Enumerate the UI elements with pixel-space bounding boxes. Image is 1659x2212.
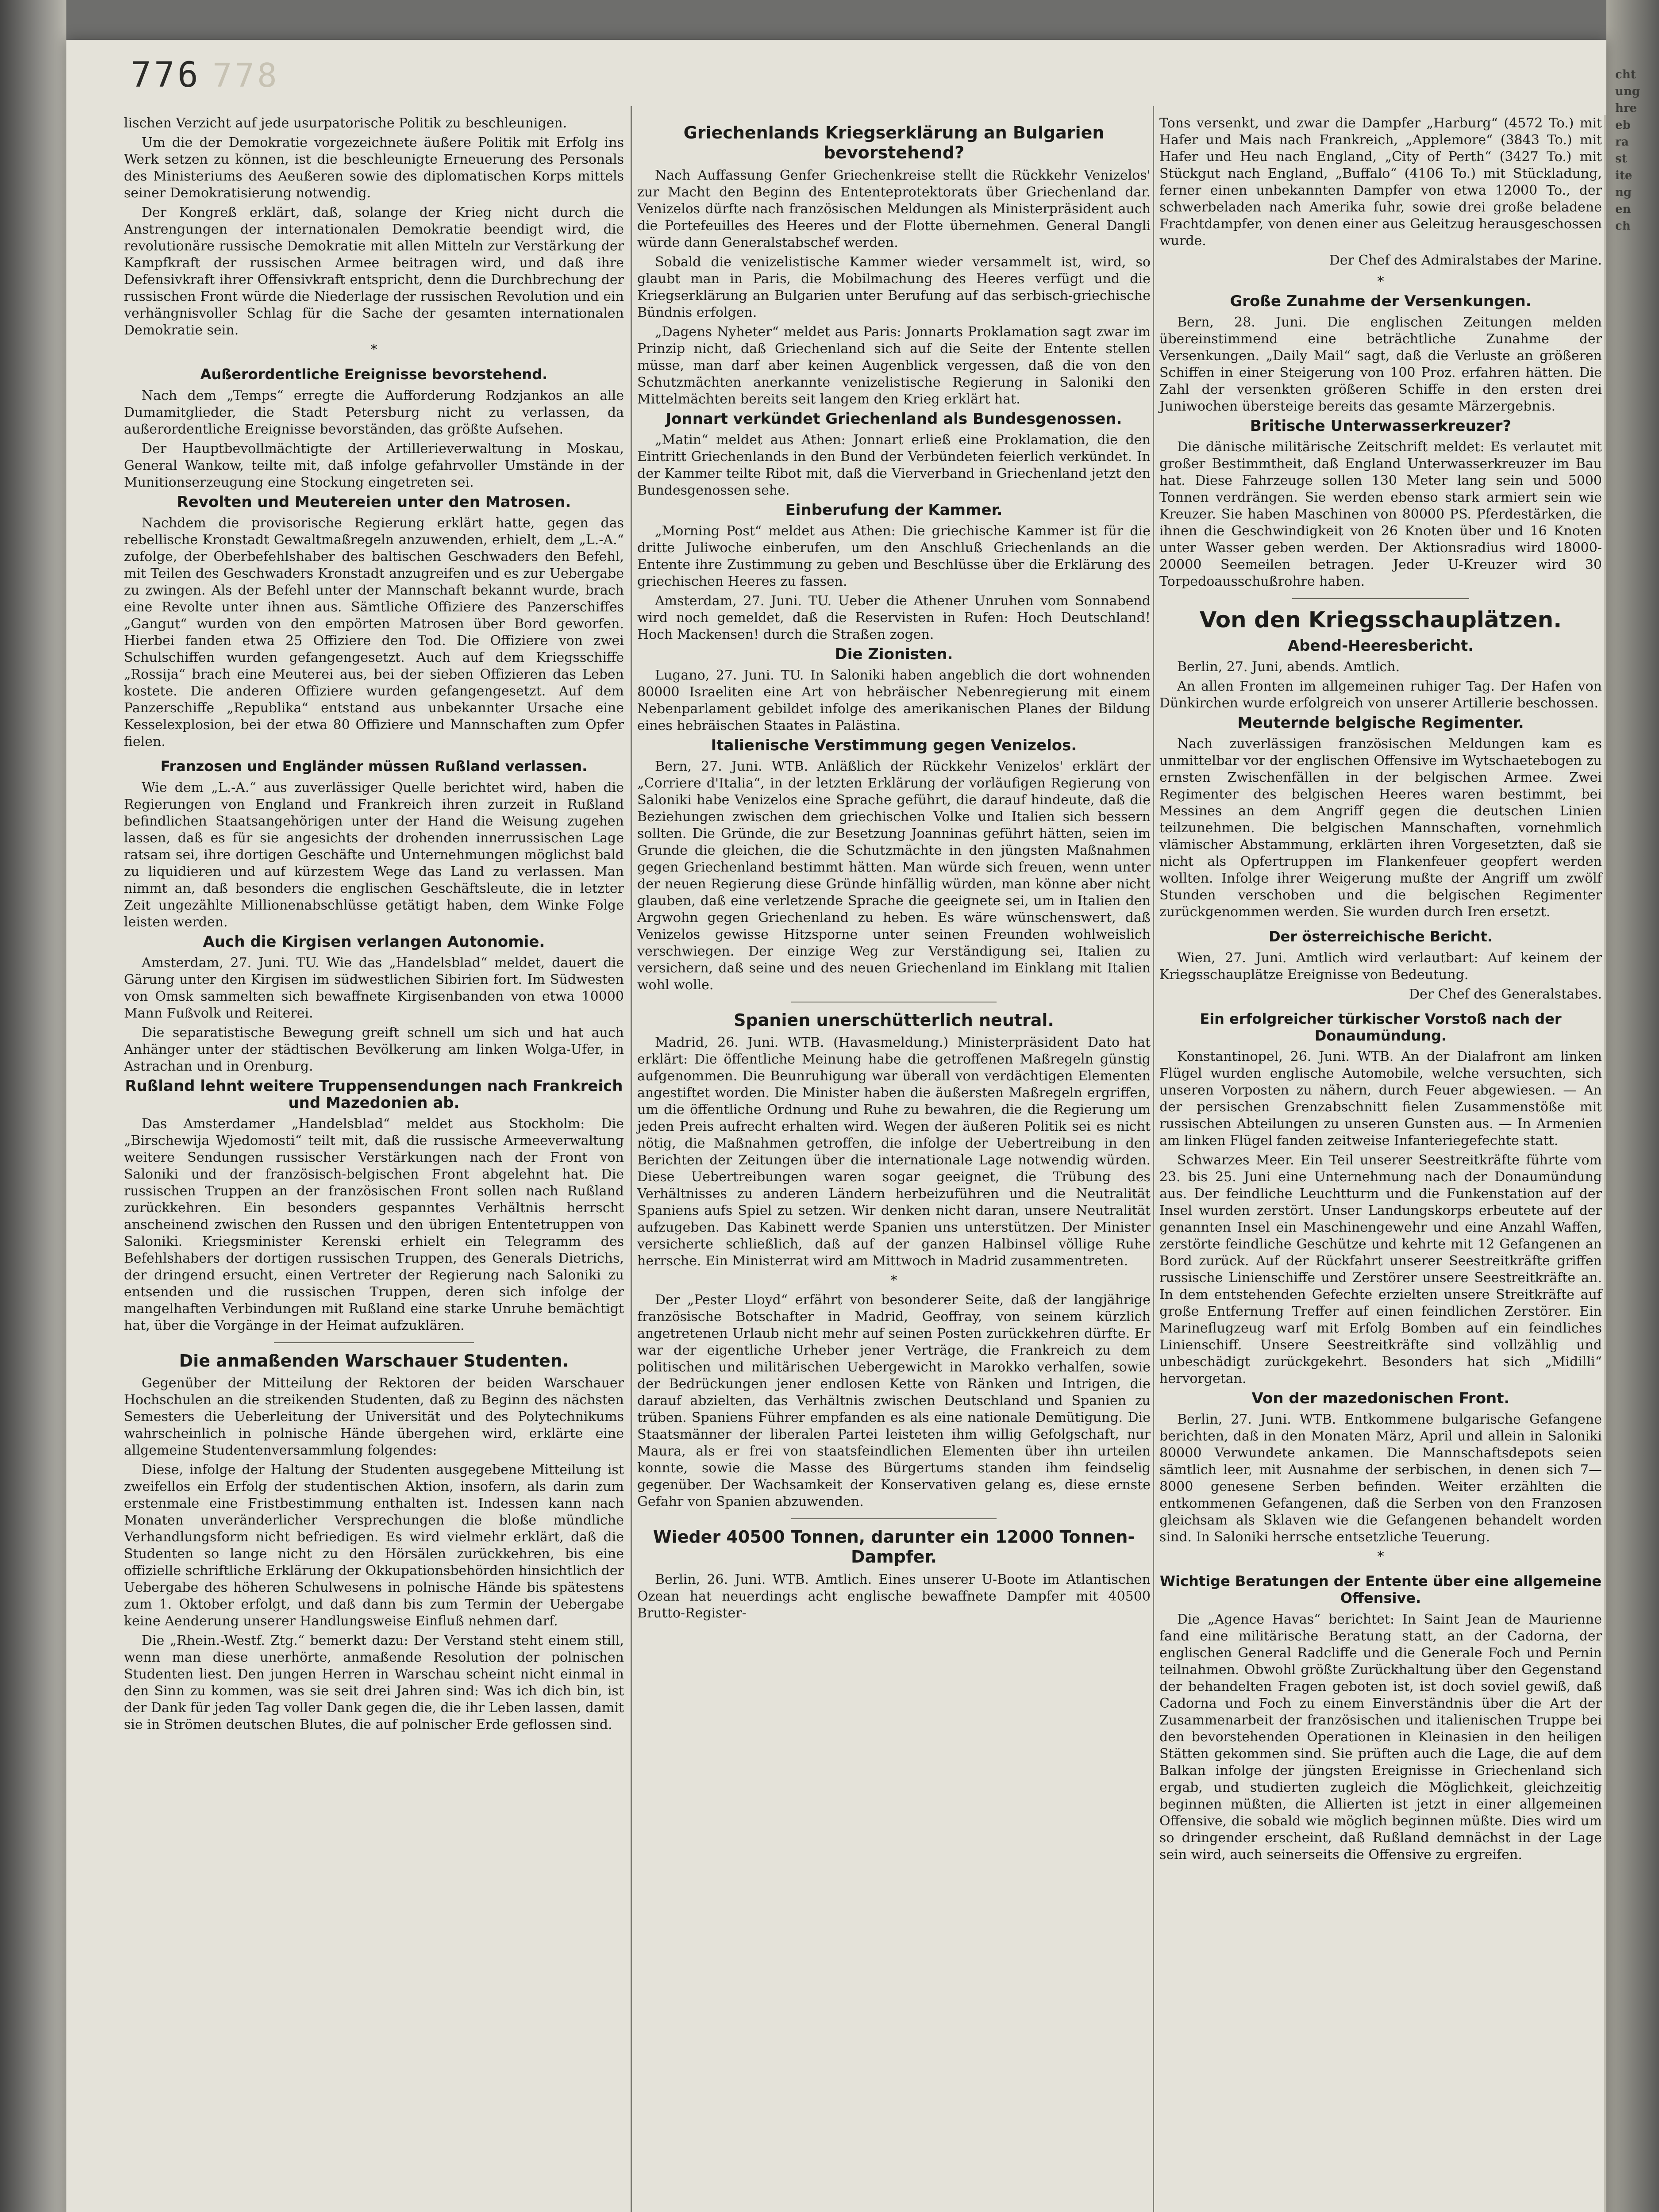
article-paragraph: Tons versenkt, und zwar die Dampfer „Harburg“ (4572 To.) mit Hafer und Mais nach Frankreich, „Applemore“ (3843 To.) mit Hafer und Heu nach England, „City of Perth“ (3427 To.) mit Stückgut nach England, „Buffalo“ (4106 To.) mit Stückladung, ferner einen unbekannten Dampfer von etwa 12000 To., der schwerbeladen nach Amerika fuhr, sowie drei große beladene Frachtdampfer, von denen einer aus Geleitzug herausgeschossen wurde. <box>1159 115 1602 249</box>
section-asterisk: * <box>1377 274 1384 289</box>
article-paragraph: Konstantinopel, 26. Juni. WTB. An der Dialafront am linken Flügel wurden englische Automobile, welche versuchten, sich unseren Vorposten zu nähern, durch Feuer abgewiesen. — An der persischen Grenzabschnitt fielen Zusammenstöße mit russischen Abteilungen zu unseren Gunsten aus. — In Armenien am linken Flügel fanden zeitweise Infanteriegefechte statt. <box>1159 1049 1602 1149</box>
article-subheading: Die Zionisten. <box>835 645 953 663</box>
scan-left-edge <box>0 0 66 2212</box>
adjacent-page-fragments <box>1615 66 1657 234</box>
column-2 <box>637 115 1151 1624</box>
article-headline: Der österreichische Bericht. <box>1269 928 1493 945</box>
fragment-text: ite <box>1615 169 1632 182</box>
article-separator <box>274 1342 474 1343</box>
article-subheading: Britische Unterwasserkreuzer? <box>1250 417 1512 435</box>
article-subheading: Jonnart verkündet Griechenland als Bundesgenossen. <box>666 410 1122 428</box>
section-asterisk: * <box>370 342 377 357</box>
article-separator <box>791 1518 997 1519</box>
article-headline: Außerordentliche Ereignisse bevorstehend. <box>200 366 548 383</box>
article-paragraph: Die dänische militärische Zeitschrift meldet: Es verlautet mit großer Bestimmtheit, daß England Unterwasserkreuzer im Bau hat. Diese Fahrzeuge sollen 130 Meter lang sein und 5000 Tonnen verdrängen. Sie werden ebenso stark armiert sein wie Kreuzer. Sie haben Maschinen von 80000 PS. Pferdestärken, die ihnen die Geschwindigkeit von 26 Knoten über und 16 Knoten unter Wasser geben werden. Der Aktionsradius wird 18000-20000 Seemeilen betragen. Jeder U-Kreuzer wird 30 Torpedoausschußrohre haben. <box>1159 439 1602 589</box>
page-fold-strip <box>1604 115 1606 2212</box>
article-separator <box>1292 598 1469 599</box>
article-paragraph: Berlin, 27. Juni, abends. Amtlich. <box>1177 659 1400 675</box>
article-paragraph: Bern, 27. Juni. WTB. Anläßlich der Rückkehr Venizelos' erklärt der „Corriere d'Italia“, in der letzten Erklärung der vorläufigen Regierung von Saloniki habe Venizelos eine Sprache geführt, die darauf hindeute, daß die Beziehungen zwischen dem griechischen Volke und Italien sich bessern sollten. Die Gründe, die zur Besetzung Joanninas geführt hätten, seien im Grunde die gleichen, die die Schutzmächte in den jüngsten Maßnahmen gegen Griechenland bestimmt hätten. Man würde sich freuen, wenn unter der neuen Regierung diese Gründe hinfällig würden, man könne aber nicht glauben, daß eine verletzende Sprache die geeignete sei, um in Italien den Argwohn gegen Griechenland zu heben. Es wäre wünschenswert, daß Venizelos gewisse Hitzsporne unter seinen Freunden wohlweislich verschwiegen. Der einzige Weg zur Verständigung sei, Italien zu versichern, daß seine und des neuen Griechenland im Einklang mit Italien wohl wolle. <box>637 758 1151 993</box>
article-paragraph: Berlin, 26. Juni. WTB. Amtlich. Eines unserer U-Boote im Atlantischen Ozean hat neuerdings acht englische bewaffnete Dampfer mit 40500 Brutto-Register- <box>637 1572 1151 1621</box>
fragment-text: st <box>1615 152 1627 165</box>
fragment-text: eb <box>1615 119 1631 132</box>
article-paragraph: Der Kongreß erklärt, daß, solange der Krieg nicht durch die Anstrengungen der internationalen Demokratie beendigt wird, die revolutionäre russische Demokratie mit allen Mitteln zur Verstärkung der Kampfkraft der russischen Armee beitragen wird, und daß ihre Defensivkraft ihrer Offensivkraft entspricht, denn die Durchbrechung der russischen Front würde die Niederlage der russischen Revolution und ein verhängnisvoller Schlag für die Sache der gesamten internationalen Demokratie sein. <box>124 205 624 338</box>
article-paragraph: Nach dem „Temps“ erregte die Aufforderung Rodzjankos an alle Dumamitglieder, die Stadt Petersburg nicht zu verlassen, da außerordentliche Ereignisse bevorständen, das größte Aufsehen. <box>124 388 624 437</box>
article-subheading: Abend-Heeresbericht. <box>1287 637 1474 655</box>
article-paragraph: Der Hauptbevollmächtigte der Artillerieverwaltung in Moskau, General Wankow, teilte mit, daß infolge gefahrvoller Umstände in der Munitionserzeugung eine Stockung eingetreten sei. <box>124 441 624 490</box>
column-1 <box>124 115 624 1736</box>
article-paragraph: Nach zuverlässigen französischen Meldungen kam es unmittelbar vor der englischen Offensive im Wytschaetebogen zu ernsten Zwischenfällen in der belgischen Armee. Zwei Regimenter des belgischen Heeres waren bestimmt, bei Messines an dem Angriff gegen die deutschen Linien teilzunehmen. Die belgischen Mannschaften, vornehmlich vlämischer Abstammung, erklärten ihren Vorgesetzten, daß sie nicht als Opfertruppen im Flankenfeuer geopfert werden wollten. Infolge ihrer Weigerung mußte der Angriff um zwölf Stunden verschoben und die belgischen Regimenter zurückgenommen werden. Sie wurden durch Iren ersetzt. <box>1159 736 1602 920</box>
page-number: 776 <box>131 55 201 95</box>
article-subheading: Revolten und Meutereien unter den Matrosen. <box>177 493 571 511</box>
section-asterisk: * <box>890 1273 897 1289</box>
article-subheading: Einberufung der Kammer. <box>785 501 1003 519</box>
article-paragraph: Schwarzes Meer. Ein Teil unserer Seestreitkräfte führte vom 23. bis 25. Juni eine Unternehmung nach der Donaumündung aus. Der feindliche Leuchtturm und die Funkenstation auf der Insel wurden zerstört. Unser Landungskorps erbeutete auf der genannten Insel ein Maschinengewehr und eine Anzahl Waffen, zerstörte feindliche Geschütze und kehrte mit 12 Gefangenen an Bord zurück. Auf der Rückfahrt unserer Seestreitkräfte griffen russische Linienschiffe und Zerstörer unsere Seestreitkräfte an. In dem entstehenden Gefechte erzielten unsere Streitkräfte auf große Entfernung Treffer auf einen feindlichen Zerstörer. Ein Marineflugzeug warf mit Erfolg Bomben auf ein feindliches Linienschiff. Unsere Seestreitkräfte sind vollzählig und unbeschädigt zurückgekehrt. Besonders hat sich „Midilli“ hervorgetan. <box>1159 1152 1602 1387</box>
article-paragraph: Amsterdam, 27. Juni. TU. Ueber die Athener Unruhen vom Sonnabend wird noch gemeldet, daß die Reservisten in Rufen: Hoch Deutschland! Hoch Mackensen! durch die Straßen zogen. <box>637 593 1151 642</box>
article-paragraph: Das Amsterdamer „Handelsblad“ meldet aus Stockholm: Die „Birschewija Wjedomosti“ teilt mit, daß die russische Armeeverwaltung weitere Sendungen russischer Verstärkungen nach der Front von Saloniki und der französisch-belgischen Front abgelehnt hat. Die russischen Truppen an der französischen Front sollen nach Rußland zurückkehren. Ein besonders gespanntes Verhältnis herrscht anscheinend zwischen den Russen und den übrigen Ententetruppen von Saloniki. Kriegsminister Kerenski erhielt ein Telegramm des Befehlshabers der dortigen russischen Truppen, des Generals Dietrichs, der dringend ersucht, einen Vertreter der Regierung nach Saloniki zu entsenden und die russischen Truppen, deren sich infolge der mangelhaften Verbindungen mit Rußland eine starke Unruhe bemächtigt hat, über die Vorgänge in der Heimat aufzuklären. <box>124 1116 624 1333</box>
fragment-text: ch <box>1615 219 1631 233</box>
article-signature: Der Chef des Admiralstabes der Marine. <box>1329 253 1602 268</box>
article-paragraph: Wie dem „L.-A.“ aus zuverlässiger Quelle berichtet wird, haben die Regierungen von England und Frankreich ihren zurzeit in Rußland befindlichen Staatsangehörigen unter der Hand die Weisung zugehen lassen, daß es für sie angesichts der drohenden innerrussischen Lage ratsam sei, ihre dortigen Geschäfte und Unternehmungen möglichst bald zu liquidieren und auf kürzestem Wege das Land zu verlassen. Man nimmt an, daß besonders die englischen Geschäftsleute, die in letzter Zeit ungezählte Millionenabschlüsse getätigt haben, dem Winke Folge leisten werden. <box>124 780 624 930</box>
newspaper-page <box>66 40 1606 2212</box>
article-headline: Die anmaßenden Warschauer Studenten. <box>179 1351 569 1371</box>
article-headline: Wieder 40500 Tonnen, darunter ein 12000 Tonnen-Dampfer. <box>653 1527 1135 1567</box>
column-rule <box>1153 106 1154 2212</box>
column-rule <box>631 106 632 2212</box>
article-paragraph: Berlin, 27. Juni. WTB. Entkommene bulgarische Gefangene berichten, daß in den Monaten März, April und allein in Saloniki 80000 Verwundete ankamen. Die Mannschaftsdepots seien sämtlich leer, mit Ausnahme der serbischen, in denen sich 7—8000 genesene Serben befinden. Weiter erzählten die entkommenen Gefangenen, daß die Serben von den Franzosen gleichsam als Sklaven wie die Gefangenen behandelt worden sind. In Saloniki herrsche entsetzliche Teuerung. <box>1159 1412 1602 1545</box>
article-paragraph: Nachdem die provisorische Regierung erklärt hatte, gegen das rebellische Kronstadt Gewaltmaßregeln anzuwenden, erhielt, dem „L.-A.“ zufolge, der Oberbefehlshaber des baltischen Geschwaders den Befehl, mit Teilen des Geschwaders Kronstadt anzugreifen und es zur Uebergabe zu zwingen. Als der Befehl unter der Mannschaft bekannt wurde, brach eine Revolte unter ihnen aus. Sämtliche Offiziere des Panzerschiffes „Gangut“ wurden von den empörten Matrosen über Bord geworfen. Hierbei fanden etwa 25 Offiziere den Tod. Die Offiziere von zwei Schulschiffen wurden gefangengesetzt. Auch auf dem Kriegsschiffe „Rossija“ brach eine Meuterei aus, bei der sieben Offizieren das Leben kostete. Die anderen Offiziere wurden gefangengesetzt. Auf dem Panzerschiffe „Republika“ entstand aus unbekannter Ursache eine Kesselexplosion, bei der etwa 80 Offiziere und Mannschaften zum Opfer fielen. <box>124 515 624 749</box>
article-paragraph: An allen Fronten im allgemeinen ruhiger Tag. Der Hafen von Dünkirchen wurde erfolgreich von unserer Artillerie beschossen. <box>1159 679 1602 711</box>
article-paragraph: Madrid, 26. Juni. WTB. (Havasmeldung.) Ministerpräsident Dato hat erklärt: Die öffentliche Meinung habe die getroffenen Maßregeln günstig aufgenommen. Die Beunruhigung war überall von verdächtigen Elementen angestiftet worden. Die Minister haben die äußersten Maßregeln ergriffen, um die öffentliche Ordnung und Ruhe zu bewahren, die die Regierung um jeden Preis aufrecht erhalten wird. Wegen der äußeren Politik sei es nicht nötig, die Maßnahmen getroffen, die infolge der Uebertreibung in den Berichten der Zeitungen über die internationale Lage notwendig würden. Diese Uebertreibungen waren sogar geeignet, die Trübung des Verhältnisses zu anderen Ländern herbeizuführen und die Neutralität Spaniens aufs Spiel zu setzen. Wir denken nicht daran, unsere Neutralität aufzugeben. Das Kabinett werde Spanien uns unterstützen. Der Minister versicherte schließlich, daß auf der ganzen Halbinsel völlige Ruhe herrsche. Ein Ministerrat wird am Mittwoch in Madrid zusammentreten. <box>637 1035 1151 1269</box>
fragment-text: ra <box>1615 135 1629 149</box>
fragment-text: cht <box>1615 68 1636 81</box>
article-paragraph: Sobald die venizelistische Kammer wieder versammelt ist, wird, so glaubt man in Paris, die Mobilmachung des Heeres verfügt und die Kriegserklärung an Bulgarien unter Berufung auf das serbisch-griechische Bündnis erfolgen. <box>637 254 1151 320</box>
article-signature: Der Chef des Generalstabes. <box>1409 986 1602 1002</box>
article-headline: Ein erfolgreicher türkischer Vorstoß nach der Donaumündung. <box>1200 1010 1562 1044</box>
article-paragraph: Gegenüber der Mitteilung der Rektoren der beiden Warschauer Hochschulen an die streikenden Studenten, daß zu Beginn des nächsten Semesters die Ueberleitung der Universität und des Polytechnikums wahrscheinlich in polnische Hände übergehen wird, erklärte eine allgemeine Studentenversammlung folgendes: <box>124 1375 624 1459</box>
article-paragraph: „Morning Post“ meldet aus Athen: Die griechische Kammer ist für die dritte Juliwoche einberufen, um den Anschluß Griechenlands an die Entente ihre Zustimmung zu geben und Beschlüsse über die Erklärung des griechischen Heeres zu fassen. <box>637 523 1151 589</box>
article-subheading: Meuternde belgische Regimenter. <box>1237 714 1524 732</box>
article-paragraph: Der „Pester Lloyd“ erfährt von besonderer Seite, daß der langjährige französische Botschafter in Madrid, Geoffray, von seinem kürzlich angetretenen Urlaub nicht mehr auf seinen Posten zurückkehren dürfte. Er war der eigentliche Urheber jener Verträge, die Frankreich zu dem politischen und militärischen Uebergewicht in Marokko verhalfen, sowie der Bedrückungen jener endlosen Kette von Ränken und Intrigen, die darauf abzielten, das Verhältnis zwischen Deutschland und Spanien zu trüben. Spaniens Führer empfanden es als eine nationale Demütigung. Die Staatsmänner der liberalen Partei leisteten ihm willig Gefolgschaft, nur Maura, als er frei von staatsfeindlichen Elementen über ihn urteilen konnte, sowie die Masse des Bürgertums standen ihm feindselig gegenüber. Der Wachsamkeit der Konservativen gelang es, diese ernste Gefahr von Spanien abzuwenden. <box>637 1292 1151 1510</box>
article-subheading: Auch die Kirgisen verlangen Autonomie. <box>203 933 545 951</box>
article-headline: Von den Kriegsschauplätzen. <box>1199 607 1562 633</box>
article-paragraph: Um die der Demokratie vorgezeichnete äußere Politik mit Erfolg ins Werk setzen zu können, ist die beschleunigte Erneuerung des Personals des Ministeriums des Aeußeren sowie des diplomatischen Korps mittels seiner Demokratisierung notwendig. <box>124 135 624 201</box>
article-subheading: Italienische Verstimmung gegen Venizelos. <box>711 736 1077 754</box>
article-headline: Franzosen und Engländer müssen Rußland verlassen. <box>160 757 588 775</box>
article-paragraph: Die „Agence Havas“ berichtet: In Saint Jean de Maurienne fand eine militärische Beratung statt, an der Cadorna, der englischen General Radcliffe und die Generale Foch und Pernin teilnahmen. Obwohl größte Zurückhaltung über den Gegenstand der behandelten Fragen geboten ist, ist doch soviel gewiß, daß Cadorna und Foch zu einem Einverständnis über die Art der Zusammenarbeit der französischen und italienischen Truppe bei den bevorstehenden Operationen in Kleinasien in den heiligen Stätten gekommen sind. Sie prüften auch die Lage, die auf dem Balkan infolge der jüngsten Ereignisse in Griechenland sich ergab, und studierten zugleich die Möglichkeit, gleichzeitig beginnen müßten, die Allierten ist jetzt in einer allgemeinen Offensive, die sobald wie möglich beginnen müßte. Dies wird um so dringender erscheint, daß Rußland demnächst in der Lage sein wird, auch seinerseits die Offensive zu ergreifen. <box>1159 1611 1602 1863</box>
fragment-text: ng <box>1615 186 1632 199</box>
section-asterisk: * <box>1377 1549 1384 1565</box>
article-headline: Spanien unerschütterlich neutral. <box>734 1010 1054 1030</box>
article-paragraph: Bern, 28. Juni. Die englischen Zeitungen melden übereinstimmend eine beträchtliche Zunahme der Versenkungen. „Daily Mail“ sagt, daß die Verluste an größeren Schiffen in einer Steigerung von 100 Proz. erfahren hätten. Die Zahl der versenkten größeren Schiffe in den ersten drei Juniwochen übersteige bereits das gesamte Märzergebnis. <box>1159 315 1602 414</box>
column-3 <box>1159 115 1602 1866</box>
page-number-showthrough: 778 <box>212 57 280 95</box>
article-paragraph: Lugano, 27. Juni. TU. In Saloniki haben angeblich die dort wohnenden 80000 Israeliten eine Art von hebräischer Nebenregierung mit einem Nebenparlament gebildet infolge des amerikanischen Planes der Bildung eines hebräischen Staates in Palästina. <box>637 667 1151 733</box>
article-headline: Griechenlands Kriegserklärung an Bulgarien bevorstehend? <box>683 123 1105 162</box>
fragment-text: hre <box>1615 102 1637 115</box>
article-paragraph: lischen Verzicht auf jede usurpatorische Politik zu beschleunigen. <box>124 115 567 131</box>
scan-right-edge <box>1606 0 1659 2212</box>
article-paragraph: Diese, infolge der Haltung der Studenten ausgegebene Mitteilung ist zweifellos ein Erfolg der studentischen Aktion, insofern, als darin zum erstenmale eine Fristbestimmung enthalten ist. Indessen kann nach Monaten unveränderlicher Versprechungen die bloße mündliche Verhandlungsform nicht befriedigen. Es wird vielmehr erklärt, daß die Studenten so lange nicht zu den Hörsälen zurückkehren, bis eine offizielle schriftliche Erklärung der Okkupationsbehörden hinsichtlich der Uebergabe des höheren Schulwesens in polnische Hände bis spätestens zum 1. Oktober erfolgt, und daß dann bis zum Termin der Uebergabe keine Aenderung unserer Handlungsweise Einfluß nehmen darf. <box>124 1462 624 1629</box>
article-subheading: Von der mazedonischen Front. <box>1251 1390 1510 1408</box>
article-headline: Wichtige Beratungen der Entente über eine allgemeine Offensive. <box>1159 1573 1602 1606</box>
article-paragraph: Nach Auffassung Genfer Griechenkreise stellt die Rückkehr Venizelos' zur Macht den Beginn des Ententeprotektorats über Griechenland dar. Venizelos dürfte nach französischen Meldungen als Ministerpräsident auch die Portefeuilles des Heeres und der Flotte übernehmen. General Dangli würde dann Generalstabschef werden. <box>637 167 1151 250</box>
fragment-text: en <box>1615 203 1631 216</box>
article-paragraph: „Dagens Nyheter“ meldet aus Paris: Jonnarts Proklamation sagt zwar im Prinzip nicht, daß Griechenland sich auf die Seite der Entente stellen müsse, man darf aber keinen Augenblick vergessen, daß die von den Schutzmächten anerkannte venizelistische Regierung in Saloniki den Mittelmächten bereits seit langem den Krieg erklärt hat. <box>637 324 1151 407</box>
article-paragraph: „Matin“ meldet aus Athen: Jonnart erließ eine Proklamation, die den Eintritt Griechenlands in den Bund der Verbündeten feierlich verkündet. In der Kammer teilte Ribot mit, daß die Vierverband in Griechenland jetzt den Bundesgenossen sehe. <box>637 432 1151 498</box>
article-subheading: Rußland lehnt weitere Truppensendungen nach Frankreich und Mazedonien ab. <box>125 1077 623 1112</box>
article-paragraph: Die „Rhein.-Westf. Ztg.“ bemerkt dazu: Der Verstand steht einem still, wenn man diese unerhörte, anmaßende Resolution der polnischen Studenten liest. Den jungen Herren in Warschau scheint nicht einmal in den Sinn zu kommen, was sie seit drei Jahren sind: Was ich dich bin, ist der Dank für jeden Tag voller Dank gegen die, die ihr Leben lassen, damit sie in Strömen deutschen Blutes, die auf polnischer Erde geflossen sind. <box>124 1633 624 1733</box>
article-paragraph: Wien, 27. Juni. Amtlich wird verlautbart: Auf keinem der Kriegsschauplätze Ereignisse von Bedeutung. <box>1159 950 1602 983</box>
fragment-text: ung <box>1615 85 1640 98</box>
article-subheading: Große Zunahme der Versenkungen. <box>1230 292 1532 310</box>
article-paragraph: Amsterdam, 27. Juni. TU. Wie das „Handelsblad“ meldet, dauert die Gärung unter den Kirgisen im südwestlichen Sibirien fort. Im Südwesten von Omsk sammelten sich bewaffnete Kirgisenbanden von etwa 10000 Mann Fußvolk und Reiterei. <box>124 955 624 1021</box>
article-paragraph: Die separatistische Bewegung greift schnell um sich und hat auch Anhänger unter der städtischen Bevölkerung am linken Wolga-Ufer, in Astrachan und in Orenburg. <box>124 1025 624 1074</box>
